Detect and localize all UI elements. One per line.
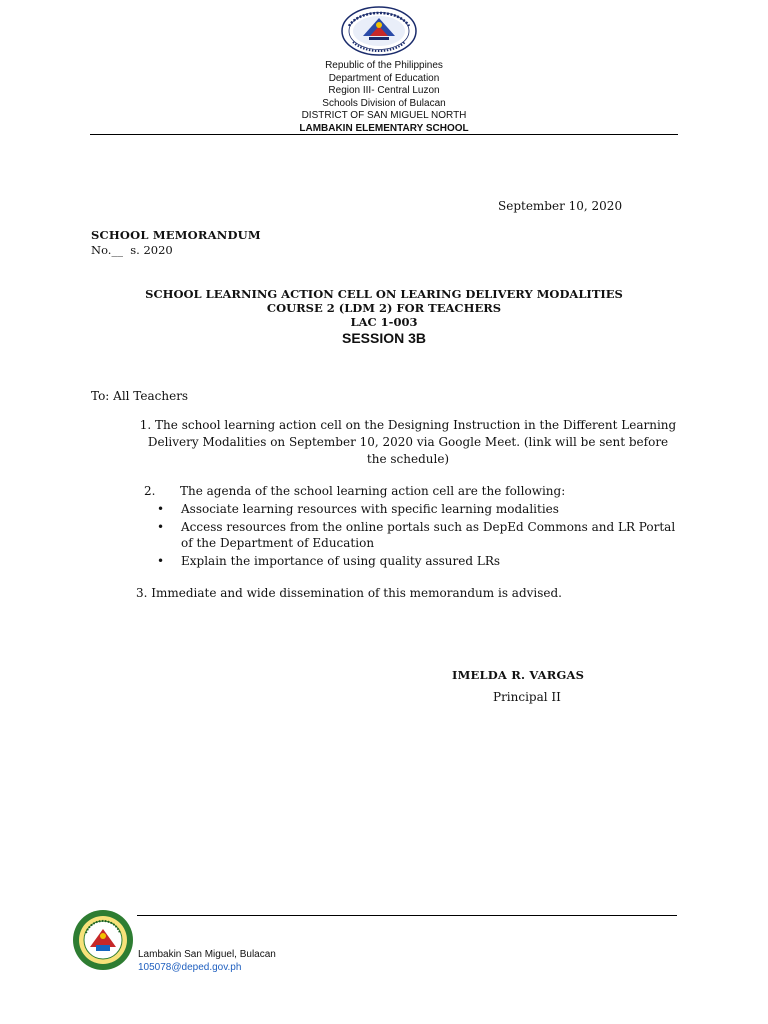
paragraph-2-text: The agenda of the school learning action cell are the following:: [180, 484, 566, 498]
letterhead-school-name: LAMBAKIN ELEMENTARY SCHOOL: [299, 122, 469, 134]
paragraph-number: 2.: [144, 484, 156, 498]
letterhead: [0, 60, 768, 135]
list-item: [157, 553, 687, 570]
list-item-text: Access resources from the online portals such as DepEd Commons and LR Portal of the Department of Education: [181, 519, 676, 550]
signatory-name: IMELDA R. VARGAS: [452, 668, 585, 682]
deped-seal-logo: [341, 6, 417, 56]
school-seal-logo: [72, 909, 134, 971]
header-divider: [90, 134, 678, 135]
letterhead-line: DISTRICT OF SAN MIGUEL NORTH: [301, 110, 467, 121]
footer-divider: [137, 915, 677, 916]
signatory-position: Principal II: [493, 690, 561, 704]
memo-date: September 10, 2020: [498, 199, 623, 213]
agenda-list: [157, 501, 687, 570]
list-item-text: Associate learning resources with specific learning modalities: [181, 502, 559, 516]
subject-line: LAC 1-003: [350, 315, 418, 329]
list-item: [157, 501, 687, 518]
memo-title: SCHOOL MEMORANDUM: [91, 228, 261, 242]
addressee: To: All Teachers: [91, 389, 189, 403]
paragraph-3: 3. Immediate and wide dissemination of this memorandum is advised.: [136, 586, 562, 600]
memo-number: No.__ s. 2020: [91, 243, 173, 257]
letterhead-line: Region III- Central Luzon: [328, 85, 440, 96]
bullet-icon: •: [157, 553, 165, 568]
memo-subject: [60, 287, 708, 329]
letterhead-line: Republic of the Philippines: [325, 60, 443, 71]
footer-address: Lambakin San Miguel, Bulacan: [138, 949, 276, 960]
list-item-text: Explain the importance of using quality assured LRs: [181, 553, 501, 568]
paragraph-2-lead: [144, 484, 565, 498]
list-item: [157, 519, 687, 552]
subject-line: SCHOOL LEARNING ACTION CELL ON LEARING DELIVERY MODALITIES: [145, 287, 623, 301]
bullet-icon: •: [157, 519, 165, 534]
letterhead-line: Schools Division of Bulacan: [322, 97, 446, 109]
paragraph-1: 1. The school learning action cell on the Designing Instruction in the Different Learning Delivery Modalities on September 10, 2020 via Google Meet. (link will be sent before the schedule): [139, 418, 677, 466]
subject-line: COURSE 2 (LDM 2) FOR TEACHERS: [266, 301, 502, 315]
letterhead-line: Department of Education: [328, 72, 440, 84]
bullet-icon: •: [157, 502, 165, 516]
footer-email-link[interactable]: 105078@deped.gov.ph: [138, 962, 242, 973]
session-title: SESSION 3B: [341, 330, 427, 346]
